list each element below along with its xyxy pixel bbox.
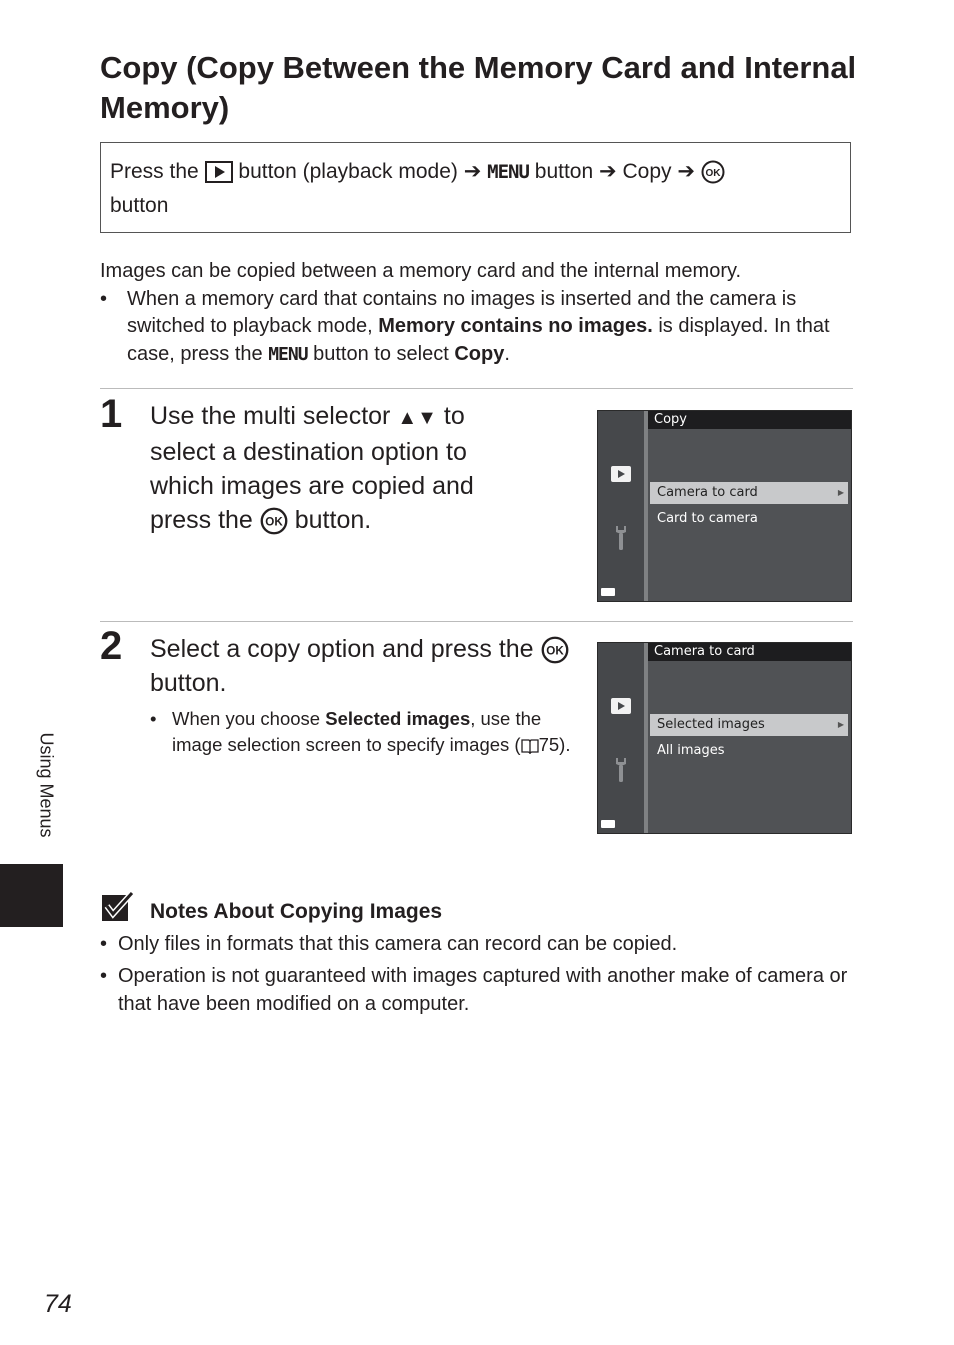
step-2-note	[150, 706, 580, 757]
step-2-sub-b: , use the image selection screen to specify images (	[172, 708, 542, 755]
menu-item-all-images[interactable]	[650, 740, 848, 762]
menu-item-label: Selected images	[657, 717, 765, 732]
page-reference[interactable]: 75).	[538, 733, 571, 755]
section-side-label	[34, 725, 58, 845]
page-title: Copy (Copy Between the Memory Card and Internal Memory)	[100, 50, 857, 125]
notes-item: • Operation is not guaranteed with images captured with another make of camera or that have been modified on a computer.	[100, 962, 860, 1018]
step-2-text-b: button.	[150, 669, 227, 697]
notes-heading: Notes About Copying Images	[150, 900, 443, 923]
svg-text:OK: OK	[545, 645, 564, 659]
nav-text-4: Copy	[622, 160, 672, 183]
nav-text-5: button	[110, 194, 169, 217]
camera-screen-camera-to-card	[597, 642, 852, 834]
step-2-bullet	[150, 706, 580, 757]
section-tab-marker	[0, 864, 63, 927]
camera-screen-copy	[597, 410, 852, 602]
step-2-sub-a: When you choose	[172, 708, 321, 729]
intro-bullet	[100, 286, 860, 369]
screen-sidebar	[598, 411, 644, 601]
intro-bullet-bold: Memory contains no images.	[378, 315, 653, 337]
screen-title: Copy	[648, 411, 851, 429]
divider	[100, 388, 853, 389]
side-label-text: Using Menus	[36, 732, 57, 838]
step-1-number: 1	[100, 392, 123, 436]
checkmark-note-icon	[101, 891, 135, 923]
chevron-right-icon: ▶	[837, 720, 844, 729]
screen-divider	[644, 411, 648, 601]
menu-button-icon: MENU	[268, 343, 308, 365]
playback-icon	[611, 466, 631, 482]
step-2-sub-bold: Selected images	[325, 708, 471, 729]
screen-divider	[644, 643, 648, 833]
screen-sidebar	[598, 643, 644, 833]
intro-bullet-text-2: is displayed. In that case, press the	[127, 315, 830, 365]
menu-item-camera-to-card[interactable]	[650, 482, 848, 504]
arrow-right-icon: ➔	[463, 160, 482, 183]
intro-bullet-end: .	[504, 342, 510, 365]
screen-title: Camera to card	[648, 643, 851, 661]
intro-bullet-text: When a memory card that contains no images is inserted and the camera is switched to playback mode,	[127, 287, 797, 337]
arrow-right-icon: ➔	[599, 160, 617, 183]
wrench-icon	[613, 757, 629, 783]
intro-bullet-bold-2: Copy	[454, 342, 505, 365]
battery-icon	[601, 588, 615, 596]
step-2-number: 2	[100, 624, 123, 668]
menu-button-icon: MENU	[487, 161, 529, 183]
divider	[100, 621, 853, 622]
step-1-text	[150, 399, 530, 537]
arrow-right-icon: ➔	[677, 160, 695, 183]
intro-bullet-text-3: button to select	[313, 342, 449, 365]
battery-icon	[601, 820, 615, 828]
menu-item-label: Camera to card	[657, 485, 758, 500]
step-1-text-c: button.	[294, 506, 372, 534]
menu-item-label: All images	[657, 743, 725, 758]
step-2-text-a: Select a copy option and press the	[150, 635, 534, 663]
book-reference-icon	[521, 738, 539, 754]
page-number: 74	[44, 1290, 72, 1318]
nav-text-1: Press the	[110, 160, 199, 183]
menu-item-selected-images[interactable]	[650, 714, 848, 736]
notes-list	[100, 930, 860, 1022]
nav-text-2: button (playback mode)	[238, 160, 458, 183]
ok-button-icon	[260, 507, 288, 535]
playback-icon	[611, 698, 631, 714]
playback-button-icon	[205, 161, 233, 183]
menu-item-label: Card to camera	[657, 511, 758, 526]
svg-text:OK: OK	[705, 168, 721, 180]
step-1-text-a: Use the multi selector	[150, 402, 391, 430]
ok-button-icon	[541, 636, 569, 664]
notes-item: • Only files in formats that this camera can record can be copied.	[100, 930, 860, 958]
wrench-icon	[613, 525, 629, 551]
up-down-arrows-icon: ▲▼	[397, 407, 437, 429]
svg-text:OK: OK	[265, 516, 283, 530]
ok-button-icon	[701, 160, 725, 184]
nav-text-3: button	[534, 160, 594, 183]
menu-item-card-to-camera[interactable]	[650, 508, 848, 530]
chevron-right-icon: ▶	[837, 488, 844, 497]
menu-path-box	[100, 142, 851, 233]
intro-section	[100, 258, 860, 368]
step-1-text-b: to select a destination option to which images are copied and press the	[150, 402, 474, 534]
step-2-text	[150, 632, 580, 700]
intro-line: Images can be copied between a memory card and the internal memory.	[100, 260, 742, 282]
